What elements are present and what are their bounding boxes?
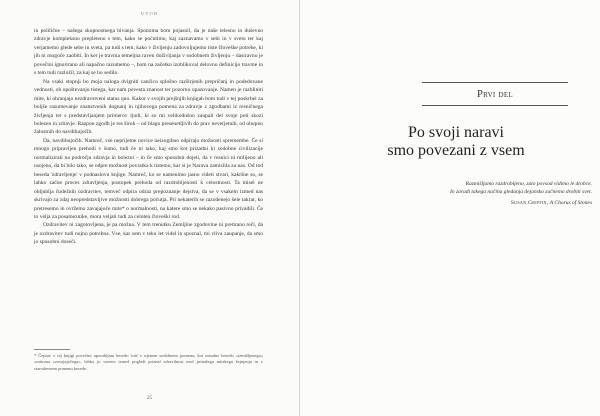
page-number: 25 — [147, 396, 152, 401]
paragraph: Ozdravitev ni zagotovljena, je pa možna. V tem trenutku Zemljine zgodovine ni pretirano reči, da je ozdravitev tudi nujno potrebna. Vse, kar sem v teku let videl in spoznal, mi vliva zaupanje, da smo jo sposobni doseči. — [34, 222, 263, 246]
epigraph-source — [330, 199, 592, 207]
epigraph-author: Susan Griffin, — [510, 200, 549, 206]
part-title — [328, 124, 584, 160]
paragraph: Da, navdihujočih. Namreč, vse neprijetne novice neizogibno odpirajo možnosti spremembe. Če si mnogo pripravljen prehodi v šumo, tudi če ni tako, kaj smo kot prizadni ki sodobne civilizacije normalizirali na področju zdravja in bolezni – in če smo sposobni dojeti, da v resnici ni milijeno ali usojeno, da bi bilo tako, se odpre možnost povratka k tistemu, kar si je Narava zamislila za nas. Od tod beseda 'zdravljenje' v podnaslovu knjige. Namreč, ko se namenimo jasno videti stvari, kakršne so, se lahko začne proces zdravljenja, postopek prehoda od razdrobljenosti k celostnosti. Ta misel ne obljublja čudežnih ozdravitev, temveč odpira odraz prepoznanje dejstva, da se v vsakem izmed nas skrivajo za zdaj neopredstavljive možnosti dobrega počutja. Pri nekaterih se razodenejo šele takrat, ko pretresemo in ovržemo zavajajoče mite* o normalnosti, na katere smo se nekako pasivno privadili. Če to velja za posameznike, mora veljati tudi za celoten človeški rod. — [34, 137, 263, 220]
part-title-line: smo povezani z vsem — [387, 142, 525, 159]
footnote-divider — [34, 349, 70, 350]
paragraph: Na vsaki stopnji bo moja naloga dvigniti cančico splošno razširjenih prepričanj in podedovane vednosti, ob upoštevanju tistega, kar nam povesta znanost ter pozorno opazovanje. Namen je razbliniti mite, ki ohranjajo nezdravstveni status quo. Kakor v svojih prejšnjih knjigah bom tudi v tej poskrbel za boljše razumevanje znanstvenih dognanj in njihovega pomena za zdravje z zgodbami iz resničnega življenja ter s predstavljanjem primerov ljudi, ki so mi velikodušno zaupali del svoje poti skozi bolezen in zdravje. Razpon zgodb je res širok – od blago presenetljivih do prav neverjetnih, od obupno žalostnih do navdihujočih. — [34, 78, 263, 136]
epigraph-work: A Chorus of Stones — [549, 200, 592, 206]
right-page — [300, 0, 600, 416]
body-text — [34, 27, 263, 247]
epigraph-line: Razmišljamo razdrobljeno, zato povsod vidimo le drobce. — [465, 181, 592, 187]
part-label: Prvi del — [422, 82, 568, 106]
epigraph — [330, 180, 592, 196]
part-title-line: Po svoji naravi — [408, 124, 504, 141]
epigraph-line: In zaradi takega načina gledanja dejansko začnemo drobiti svet. — [449, 189, 592, 196]
running-head: UVOD — [141, 11, 158, 16]
footnote: * Čeprav v tej knjigi povečini uporabljam besedo 'mit' v njenem sodobnem pomenu, kot ostudno besedo »izmišljenega« »mitoma »zavajajočega«, lahko jo vseeno izmed pogledi priznal zdravilnost moč prinašega mitskega žejnjenja in v starodavnem pomenu besede. — [34, 353, 263, 371]
paragraph: in politične – našega skupnostnega bivanja. Sponoma bom pojasnil, da je naše telesno in duševno zdravje kompleksno prepleteno s tem, kako se počutimo, kaj zaznavamo v sebi in v svetu ter kaj verjamemo glede sebe in sveta, pa tudi s tem, kako v življenju zadovoljujemo tiste človeške potrebe, ki jih ni mogoče zaobiti. In ker je travma temeljna raven doživljanja v sodobnem življenju – dasiravno je povečini ignorirano ali napačno razumemo –, bom na začetku izoblikoval delovno definicijo travme in s tem tudi razložil, za kaj se bo sedilo. — [34, 28, 263, 77]
